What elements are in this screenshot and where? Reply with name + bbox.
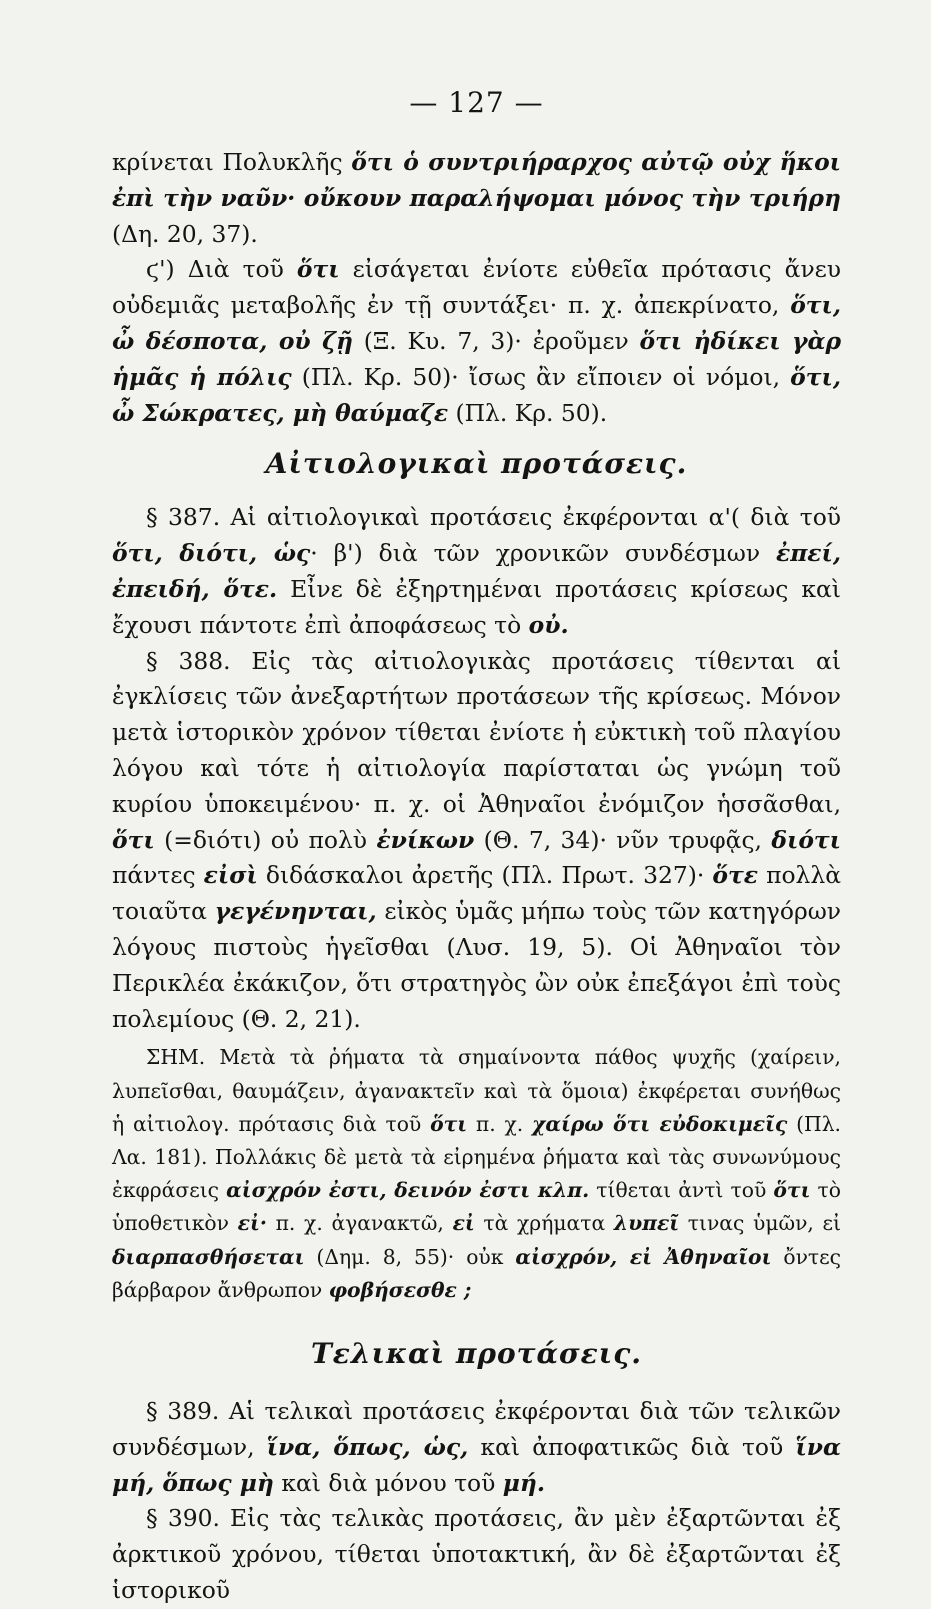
page-number: — 127 — [409,86,544,119]
section-heading-causal: Αἰτιολογικαὶ προτάσεις. [265,447,688,481]
note-paragraph: ΣΗΜ. Μετὰ τὰ ῥήματα τὰ σημαίνοντα πάθος ψυχῆς (χαίρειν, λυπεῖσθαι, θαυμάζειν, ἀγανακτεῖν καὶ τὰ ὅμοια) ἐκφέρεται συνήθως ἡ αἰτιολογ. πρότασις διὰ τοῦ ὅτι π. χ. χαίρω ὅτι εὐδοκιμεῖς (Πλ. Λα. 181). Πολλάκις δὲ μετὰ τὰ εἰρημένα ῥήματα καὶ τὰς συνωνύμους ἐκφράσεις αἰσχρόν ἐστι, δεινόν ἐστι κλπ. τίθεται ἀντὶ τοῦ ὅτι τὸ ὑποθετικὸν εἰ· π. χ. ἀγανακτῶ, εἰ τὰ χρήματα λυπεῖ τινας ὑμῶν, εἰ διαρπασθήσεται (Δημ. 8, 55)· οὐκ αἰσχρόν, εἰ Ἀθηναῖοι ὄντες βάρβαρον ἄνθρωπον φοβήσεσθε ; [112,1045,842,1302]
paragraph-388: § 388. Εἰς τὰς αἰτιολογικὰς προτάσεις τίθενται αἱ ἐγκλίσεις τῶν ἀνεξαρτήτων προτάσεων τῆς κρίσεως. Μόνον μετὰ ἱστορικὸν χρόνον τίθεται ἐνίοτε ἡ εὐκτικὴ τοῦ πλαγίου λόγου καὶ τότε ἡ αἰτιολογία παρίσταται ὡς γνώμη τοῦ κυρίου ὑποκειμένου· π. χ. οἱ Ἀθηναῖοι ἐνόμιζον ἡσσᾶσθαι, ὅτι (=διότι) οὐ πολὺ ἐνίκων (Θ. 7, 34)· νῦν τρυφᾷς, διότι πάντες εἰσὶ διδάσκαλοι ἀρετῆς (Πλ. Πρωτ. 327)· ὅτε πολλὰ τοιαῦτα γεγένηνται, εἰκὸς ὑμᾶς μήπω τοὺς τῶν κατηγόρων λόγους πιστοὺς ἡγεῖσθαι (Λυσ. 19, 5). Οἱ Ἀθηναῖοι τὸν Περικλέα ἐκάκιζον, ὅτι στρατηγὸς ὢν οὐκ ἐπεξάγοι ἐπὶ τοὺς πολεμίους (Θ. 2, 21). [112,646,841,1033]
paragraph-direct-speech: ϛ') Διὰ τοῦ ὅτι εἰσάγεται ἐνίοτε εὐθεῖα πρότασις ἄνευ οὐδεμιᾶς μεταβολῆς ἐν τῇ συντάξει· π. χ. ἀπεκρίνατο, ὅτι, ὦ δέσποτα, οὐ ζῇ (Ξ. Κυ. 7, 3)· ἐροῦμεν ὅτι ἠδίκει γὰρ ἡμᾶς ἡ πόλις (Πλ. Κρ. 50)· ἴσως ἂν εἴποιεν οἱ νόμοι, ὅτι, ὦ Σώκρατες, μὴ θαύμαζε (Πλ. Κρ. 50). [112,255,842,427]
paragraph-390: § 390. Εἰς τὰς τελικὰς προτάσεις, ἂν μὲν ἐξαρτῶνται ἐξ ἀρκτικοῦ χρόνου, τίθεται ὑποτακτική, ἂν δὲ ἐξαρτῶνται ἐξ ἱστορικοῦ [112,1504,841,1604]
paragraph-387: § 387. Αἱ αἰτιολογικαὶ προτάσεις ἐκφέρονται α'( διὰ τοῦ ὅτι, διότι, ὡς· β') διὰ τῶν χρονικῶν συνδέσμων ἐπεί, ἐπειδή, ὅτε. Εἶνε δὲ ἐξηρτημέναι προτάσεις κρίσεως καὶ ἔχουσι πάντοτε ἐπὶ ἀποφάσεως τὸ οὐ. [112,503,841,639]
section-heading-final: Τελικαὶ προτάσεις. [310,1336,643,1370]
paragraph-continuation: κρίνεται Πολυκλῆς ὅτι ὁ συντριήραρχος αὐτῷ οὐχ ἥκοι ἐπὶ τὴν ναῦν· οὔκουν παραλήψομαι μόνος τὴν τριήρη (Δη. 20, 37). [112,148,841,248]
paragraph-389: § 389. Αἱ τελικαὶ προτάσεις ἐκφέρονται διὰ τῶν τελικῶν συνδέσμων, ἵνα, ὅπως, ὡς, καὶ ἀποφατικῶς διὰ τοῦ ἵνα μή, ὅπως μὴ καὶ διὰ μόνου τοῦ μή. [112,1396,841,1497]
